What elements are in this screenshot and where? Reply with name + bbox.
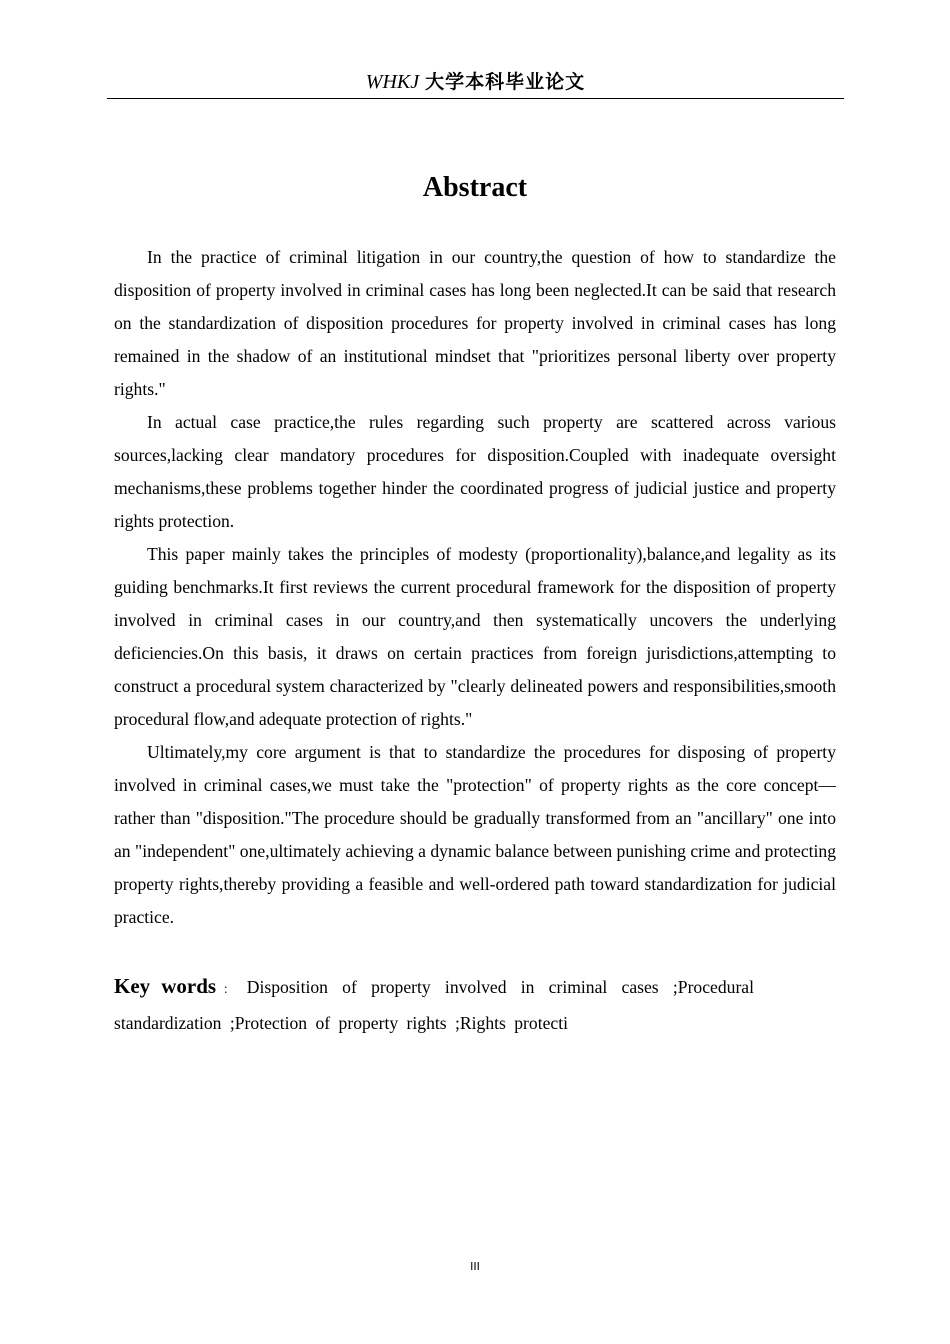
abstract-paragraph: In the practice of criminal litigation in our country,the question of how to standardize the disposition of property involved in criminal cases has long been neglected.It can be said that research on the standardization of disposition procedures for property involved in criminal cases has long remained in the shadow of an institutional mindset that "prioritizes personal liberty over property rights." bbox=[114, 247, 836, 399]
abstract-paragraph: In actual case practice,the rules regarding such property are scattered across various sources,lacking clear mandatory procedures for disposition.Coupled with inadequate oversight mechanisms,these problems together hinder the coordinated progress of judicial justice and property rights protection. bbox=[114, 412, 836, 531]
header-school-abbrev: WHKJ bbox=[365, 71, 420, 93]
abstract-paragraph: This paper mainly takes the principles of modesty (proportionality),balance,and legality as its guiding benchmarks.It first reviews the current procedural framework for the disposition of property involved in criminal cases in our country,and then systematically uncovers the underlying deficiencies.On this basis, it draws on certain practices from foreign jurisdictions,attempting to construct a procedural system characterized by "clearly delineated powers and responsibilities,smooth procedural flow,and adequate protection of rights." bbox=[114, 544, 836, 729]
abstract-body bbox=[114, 241, 836, 934]
keywords-label: Key words bbox=[114, 974, 217, 998]
page-number: III bbox=[470, 1260, 480, 1273]
keywords-text: Disposition of property involved in criminal cases ;Procedural standardization ;Protection of property rights ;Rights protecti bbox=[114, 977, 754, 1033]
keywords-separator: ： bbox=[217, 982, 241, 996]
running-header bbox=[107, 68, 844, 99]
keywords-block bbox=[114, 969, 754, 1040]
header-thesis-label: 大学本科毕业论文 bbox=[425, 71, 586, 93]
abstract-title: Abstract bbox=[422, 172, 528, 203]
abstract-paragraph: Ultimately,my core argument is that to standardize the procedures for disposing of property involved in criminal cases,we must take the "protection" of property rights as the core concept—rather than "disposition."The procedure should be gradually transformed from an "ancillary" one into an "independent" one,ultimately achieving a dynamic balance between punishing crime and protecting property rights,thereby providing a feasible and well-ordered path toward standardization for judicial practice. bbox=[114, 742, 836, 927]
